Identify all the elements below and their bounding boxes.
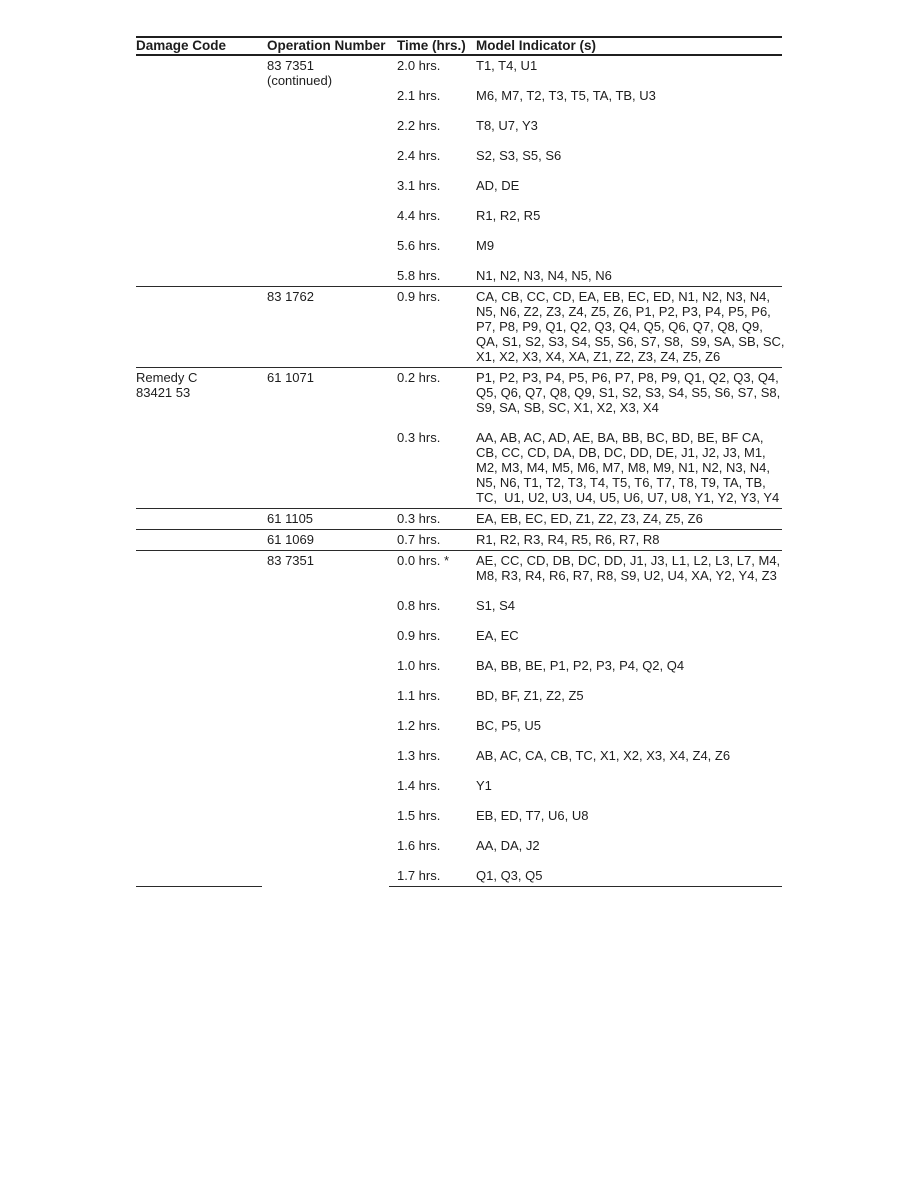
models-cell: R1, R2, R3, R4, R5, R6, R7, R8 xyxy=(476,532,660,547)
table-section-83-1762 xyxy=(136,286,789,367)
models-cell: BD, BF, Z1, Z2, Z5 xyxy=(476,688,584,703)
models-cell: AA, AB, AC, AD, AE, BA, BB, BC, BD, BE, BF CA, CB, CC, CD, DA, DB, DC, DD, DE, J1, J2, J3, M1, M2, M3, M4, M5, M6, M7, M8, M9, N1, N2, N3, N4, N5, N6, T1, T2, T3, T4, T5, T6, T7, T8, T9, TA, TB, TC, U1, U2, U3, U4, U5, U6, U7, U8, Y1, Y2, Y3, Y4 xyxy=(476,430,780,505)
operation-number-text: 61 1069 xyxy=(267,532,314,547)
models-cell: AE, CC, CD, DB, DC, DD, J1, J3, L1, L2, L3, L7, M4, M8, R3, R4, R6, R7, R8, S9, U2, U4, XA, Y2, Y4, Z3 xyxy=(476,553,784,583)
table-section-83-7351 xyxy=(136,550,782,886)
time-rows xyxy=(397,532,782,547)
models-cell: AA, DA, J2 xyxy=(476,838,540,853)
models-cell: N1, N2, N3, N4, N5, N6 xyxy=(476,268,612,283)
operation-number-text: 83 1762 xyxy=(267,289,314,304)
time-cell: 1.1 hrs. xyxy=(397,688,441,703)
time-row xyxy=(397,748,782,763)
damage-code-cell xyxy=(136,532,267,547)
time-row xyxy=(397,208,782,223)
time-row xyxy=(397,658,782,673)
operation-number-cell xyxy=(267,58,397,283)
time-cell: 1.5 hrs. xyxy=(397,808,441,823)
models-cell: EA, EB, EC, ED, Z1, Z2, Z3, Z4, Z5, Z6 xyxy=(476,511,703,526)
time-row xyxy=(397,718,782,733)
time-cell: 2.0 hrs. xyxy=(397,58,441,73)
time-cell: 5.8 hrs. xyxy=(397,268,441,283)
time-row xyxy=(397,370,782,415)
time-row xyxy=(397,178,782,193)
models-cell: AD, DE xyxy=(476,178,520,193)
time-cell: 0.9 hrs. xyxy=(397,628,441,643)
table-bottom-rule-right xyxy=(389,886,782,887)
models-cell: BC, P5, U5 xyxy=(476,718,542,733)
damage-code-cell xyxy=(136,370,267,505)
time-cell: 3.1 hrs. xyxy=(397,178,441,193)
models-cell: EA, EC xyxy=(476,628,519,643)
table-section-61-1069 xyxy=(136,529,782,550)
time-cell: 2.2 hrs. xyxy=(397,118,441,133)
time-cell: 0.3 hrs. xyxy=(397,430,441,445)
operation-number-cell xyxy=(267,370,397,505)
time-rows xyxy=(397,553,782,883)
damage-code-cell xyxy=(136,289,267,364)
models-cell: CA, CB, CC, CD, EA, EB, EC, ED, N1, N2, N3, N4, N5, N6, Z2, Z3, Z4, Z5, Z6, P1, P2, P3, P4, P5, P6, P7, P8, P9, Q1, Q2, Q3, Q4, Q5, Q6, Q7, Q8, Q9, QA, S1, S2, S3, S4, S5, S6, S7, S8, S9, SA, SB, SC, X1, X2, X3, X4, XA, Z1, Z2, Z3, Z4, Z5, Z6 xyxy=(476,289,789,364)
operation-number-text: 61 1071 xyxy=(267,370,314,385)
time-cell: 1.4 hrs. xyxy=(397,778,441,793)
table-bottom-rule-left xyxy=(136,886,262,887)
time-row xyxy=(397,778,782,793)
time-row xyxy=(397,838,782,853)
table-section-61-1071 xyxy=(136,367,782,508)
models-cell: AB, AC, CA, CB, TC, X1, X2, X3, X4, Z4, Z6 xyxy=(476,748,731,763)
column-header-operation-number: Operation Number xyxy=(267,38,386,53)
time-cell: 0.9 hrs. xyxy=(397,289,441,304)
time-rows xyxy=(397,58,782,283)
time-row xyxy=(397,808,782,823)
models-cell: S1, S4 xyxy=(476,598,516,613)
time-row xyxy=(397,628,782,643)
models-cell: R1, R2, R5 xyxy=(476,208,541,223)
time-cell: 1.2 hrs. xyxy=(397,718,441,733)
models-cell: S2, S3, S5, S6 xyxy=(476,148,562,163)
time-row xyxy=(397,118,782,133)
table-section-83-7351-continued xyxy=(136,56,782,286)
time-cell: 2.1 hrs. xyxy=(397,88,441,103)
models-cell: M9 xyxy=(476,238,495,253)
operation-number-cell xyxy=(267,511,397,526)
operation-number-text: 83 7351 xyxy=(267,58,314,73)
time-row xyxy=(397,88,782,103)
models-cell: T8, U7, Y3 xyxy=(476,118,538,133)
time-cell: 1.0 hrs. xyxy=(397,658,441,673)
table-section-61-1105 xyxy=(136,508,782,529)
time-row xyxy=(397,553,782,583)
damage-code-table xyxy=(136,36,789,889)
time-row xyxy=(397,430,782,505)
column-header-damage-code: Damage Code xyxy=(136,38,227,53)
operation-number-text: 61 1105 xyxy=(267,511,314,526)
time-rows xyxy=(397,370,782,505)
damage-code-cell xyxy=(136,553,267,883)
time-row xyxy=(397,268,782,283)
time-cell: 1.7 hrs. xyxy=(397,868,441,883)
time-cell: 5.6 hrs. xyxy=(397,238,441,253)
models-cell: M6, M7, T2, T3, T5, TA, TB, U3 xyxy=(476,88,656,103)
time-row xyxy=(397,148,782,163)
column-header-model-indicator: Model Indicator (s) xyxy=(476,38,597,53)
time-row xyxy=(397,289,789,364)
operation-number-cell xyxy=(267,553,397,883)
damage-code-text: Remedy C xyxy=(136,370,198,385)
time-cell: 0.0 hrs. * xyxy=(397,553,450,568)
table-bottom-rules xyxy=(136,886,782,889)
time-cell: 2.4 hrs. xyxy=(397,148,441,163)
operation-continued-note: (continued) xyxy=(267,73,333,88)
models-cell: Q1, Q3, Q5 xyxy=(476,868,543,883)
models-cell: EB, ED, T7, U6, U8 xyxy=(476,808,589,823)
time-cell: 1.3 hrs. xyxy=(397,748,441,763)
time-row xyxy=(397,598,782,613)
time-row xyxy=(397,238,782,253)
models-cell: P1, P2, P3, P4, P5, P6, P7, P8, P9, Q1, Q2, Q3, Q4, Q5, Q6, Q7, Q8, Q9, S1, S2, S3, S4, S5, S6, S7, S8, S9, SA, SB, SC, X1, X2, X3, X4 xyxy=(476,370,784,415)
time-cell: 4.4 hrs. xyxy=(397,208,441,223)
time-cell: 0.7 hrs. xyxy=(397,532,441,547)
damage-code-number: 83421 53 xyxy=(136,385,191,400)
operation-number-text: 83 7351 xyxy=(267,553,314,568)
models-cell: T1, T4, U1 xyxy=(476,58,538,73)
time-cell: 0.8 hrs. xyxy=(397,598,441,613)
models-cell: BA, BB, BE, P1, P2, P3, P4, Q2, Q4 xyxy=(476,658,685,673)
time-cell: 0.3 hrs. xyxy=(397,511,441,526)
column-header-time: Time (hrs.) xyxy=(397,38,466,53)
time-cell: 1.6 hrs. xyxy=(397,838,441,853)
damage-code-cell xyxy=(136,58,267,283)
models-cell: Y1 xyxy=(476,778,492,793)
time-cell: 0.2 hrs. xyxy=(397,370,441,385)
time-row xyxy=(397,688,782,703)
operation-number-cell xyxy=(267,532,397,547)
time-rows xyxy=(397,511,782,526)
operation-number-cell xyxy=(267,289,397,364)
time-row xyxy=(397,511,782,526)
damage-code-cell xyxy=(136,511,267,526)
time-row xyxy=(397,58,782,73)
time-row xyxy=(397,868,782,883)
table-header-row xyxy=(136,38,782,56)
time-rows xyxy=(397,289,789,364)
time-row xyxy=(397,532,782,547)
